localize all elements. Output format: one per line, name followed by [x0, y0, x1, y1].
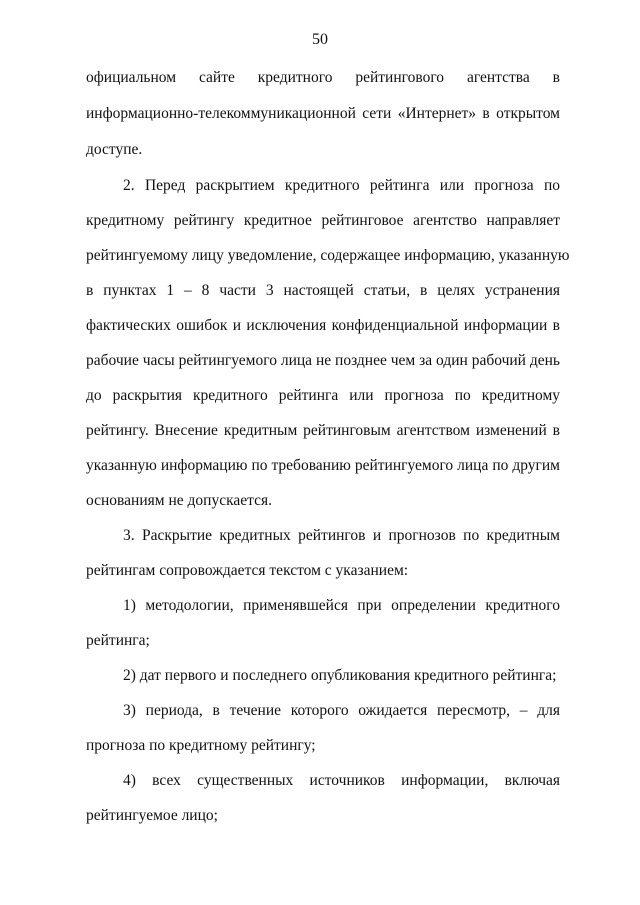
- text-line: в пунктах 1 – 8 части 3 настоящей статьи, в целях устранения: [86, 282, 560, 299]
- text-line: фактических ошибок и исключения конфиденциальной информации в: [86, 317, 560, 334]
- text-line: 3. Раскрытие кредитных рейтингов и прогнозов по кредитным: [123, 527, 560, 544]
- list-item-line: 4) всех существенных источников информации, включая: [123, 772, 560, 789]
- text-line: рейтингу. Внесение кредитным рейтинговым агентством изменений в: [86, 422, 560, 439]
- text-line: указанную информацию по требованию рейтингуемого лица по другим: [86, 457, 560, 474]
- text-line: доступе.: [86, 141, 143, 158]
- list-item-line: 1) методологии, применявшейся при определении кредитного: [123, 597, 560, 614]
- text-line: основаниям не допускается.: [86, 492, 272, 509]
- list-item-line: рейтингуемое лицо;: [86, 807, 218, 824]
- list-item-line: рейтинга;: [86, 632, 150, 649]
- text-line: информационно-телекоммуникационной сети «Интернет» в открытом: [86, 105, 560, 122]
- text-line: 2. Перед раскрытием кредитного рейтинга или прогноза по: [123, 177, 560, 194]
- text-line: до раскрытия кредитного рейтинга или прогноза по кредитному: [86, 387, 560, 404]
- text-line: рабочие часы рейтингуемого лица не позднее чем за один рабочий день: [86, 352, 560, 369]
- text-line: кредитному рейтингу кредитное рейтинговое агентство направляет: [86, 212, 560, 229]
- text-line: официальном сайте кредитного рейтингового агентства в: [86, 69, 560, 86]
- text-line: рейтингуемому лицу уведомление, содержащее информацию, указанную: [86, 247, 570, 264]
- list-item-line: 3) периода, в течение которого ожидается пересмотр, – для: [123, 702, 560, 719]
- page-number: 50: [312, 31, 328, 48]
- list-item-line: прогноза по кредитному рейтингу;: [86, 737, 316, 754]
- list-item-line: 2) дат первого и последнего опубликования кредитного рейтинга;: [123, 667, 557, 684]
- text-line: рейтингам сопровождается текстом с указанием:: [86, 562, 409, 579]
